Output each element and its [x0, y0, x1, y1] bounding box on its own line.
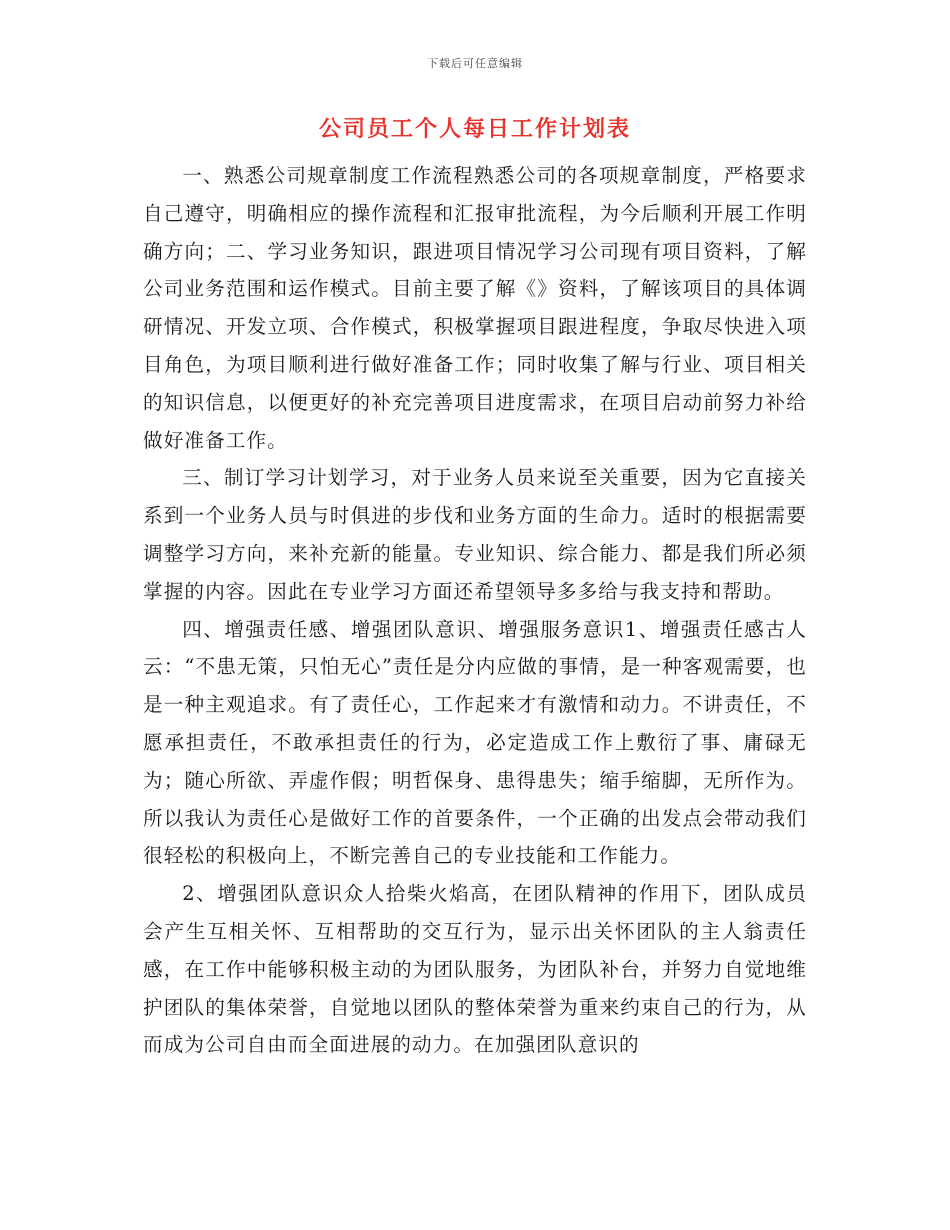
header-note: 下载后可任意编辑	[427, 57, 523, 70]
paragraph-4: 2、增强团队意识众人拾柴火焰高，在团队精神的作用下，团队成员会产生互相关怀、互相帮助的交互行为，显示出关怀团队的主人翁责任感，在工作中能够积极主动的为团队服务，为团队补台，并努力自觉地维护团队的集体荣誉，自觉地以团队的整体荣誉为重来约束自己的行为，从而成为公司自由而全面进展的动力。在加强团队意识的	[143, 882, 807, 1057]
document-body	[143, 157, 807, 1064]
paragraph-1: 一、熟悉公司规章制度工作流程熟悉公司的各项规章制度，严格要求自己遵守，明确相应的操作流程和汇报审批流程，为今后顺利开展工作明确方向；二、学习业务知识，跟进项目情况学习公司现有项目资料，了解公司业务范围和运作模式。目前主要了解《》资料，了解该项目的具体调研情况、开发立项、合作模式，积极掌握项目跟进程度，争取尽快进入项目角色，为项目顺利进行做好准备工作；同时收集了解与行业、项目相关的知识信息，以便更好的补充完善项目进度需求，在项目启动前努力补给做好准备工作。	[143, 164, 807, 452]
paragraph-2: 三、制订学习计划学习，对于业务人员来说至关重要，因为它直接关系到一个业务人员与时俱进的步伐和业务方面的生命力。适时的根据需要调整学习方向，来补充新的能量。专业知识、综合能力、都是我们所必须掌握的内容。因此在专业学习方面还希望领导多多给与我支持和帮助。	[143, 466, 807, 603]
document-title: 公司员工个人每日工作计划表	[318, 116, 631, 142]
paragraph-3: 四、增强责任感、增强团队意识、增强服务意识1、增强责任感古人云：“不患无策，只怕无心”责任是分内应做的事情，是一种客观需要，也是一种主观追求。有了责任心，工作起来才有激情和动力。不讲责任，不愿承担责任，不敢承担责任的行为，必定造成工作上敷衍了事、庸碌无为；随心所欲、弄虚作假；明哲保身、患得患失；缩手缩脚，无所作为。所以我认为责任心是做好工作的首要条件，一个正确的出发点会带动我们很轻松的积极向上，不断完善自己的专业技能和工作能力。	[143, 617, 807, 868]
